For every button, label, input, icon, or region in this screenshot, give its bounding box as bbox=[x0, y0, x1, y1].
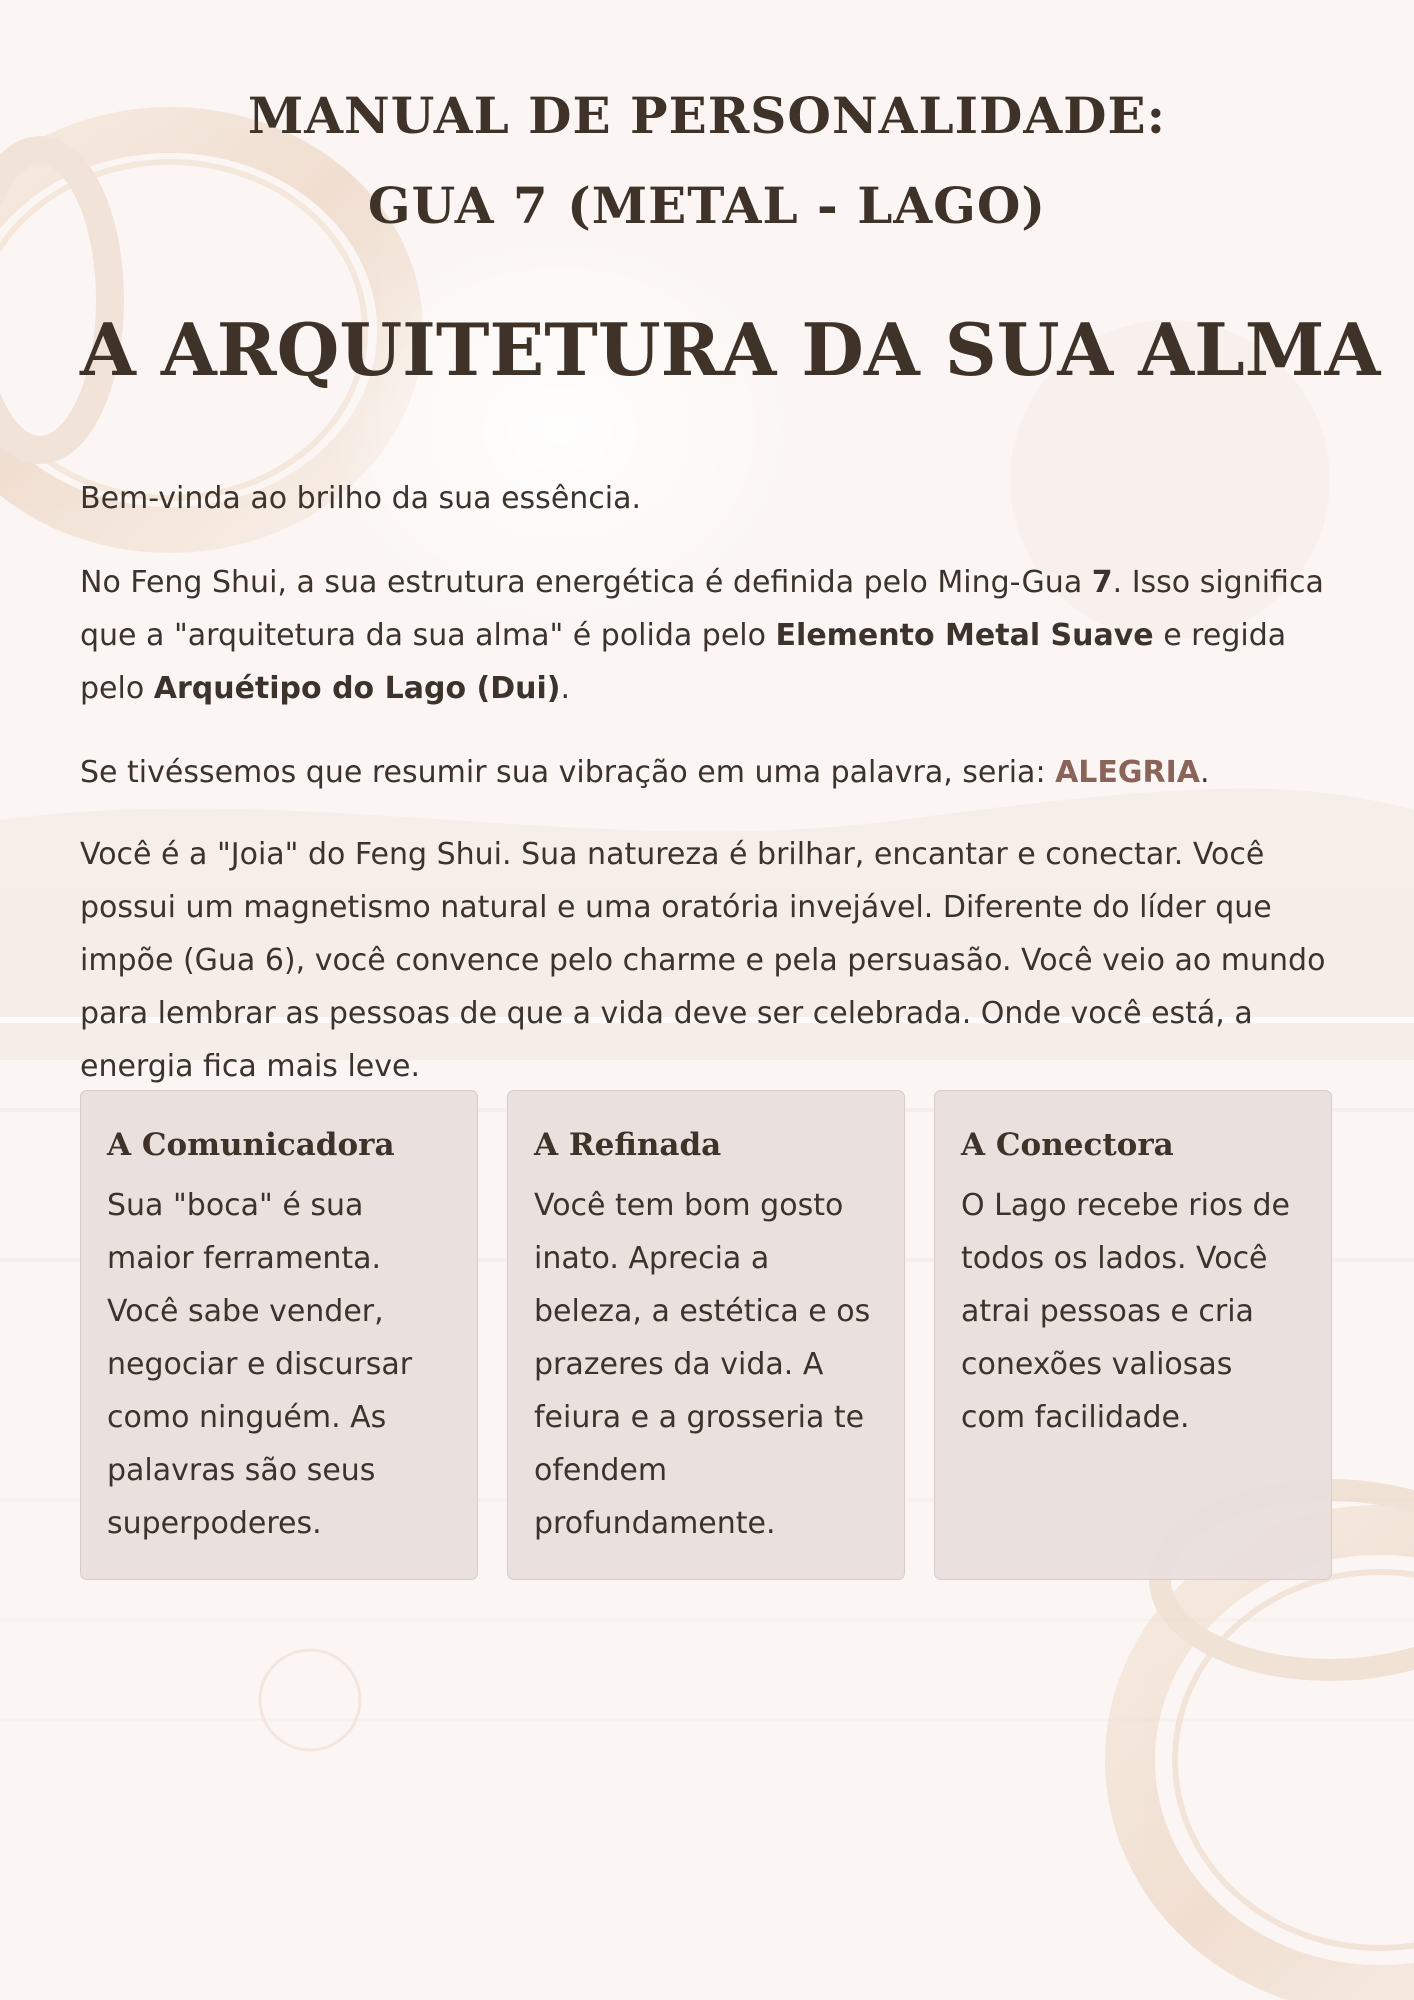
vibration-word: ALEGRIA bbox=[1055, 755, 1201, 790]
structure-text-4: . bbox=[560, 671, 571, 706]
summary-end: . bbox=[1200, 755, 1210, 790]
card-title: A Conectora bbox=[961, 1127, 1174, 1163]
section-heading: A ARQUITETURA DA SUA ALMA bbox=[80, 307, 1381, 392]
structure-paragraph bbox=[80, 556, 1330, 715]
structure-text-1: No Feng Shui, a sua estrutura energética é definida pelo Ming-Gua bbox=[80, 565, 1092, 600]
archetype-name: Arquétipo do Lago (Dui) bbox=[153, 671, 561, 706]
structure-text-2: . Isso significa que a "arquitetura da sua alma" é polida pelo bbox=[80, 565, 1324, 653]
document-title-line-2: GUA 7 (METAL - LAGO) bbox=[367, 176, 1047, 235]
structure-text-3: e regida pelo bbox=[80, 618, 1287, 706]
trait-card-conectora bbox=[934, 1090, 1332, 1580]
element-name: Elemento Metal Suave bbox=[775, 618, 1154, 653]
card-title: A Refinada bbox=[534, 1127, 722, 1163]
document-title-line-1: MANUAL DE PERSONALIDADE: bbox=[247, 86, 1167, 145]
ming-gua-number: 7 bbox=[1091, 565, 1113, 600]
card-title: A Comunicadora bbox=[107, 1127, 395, 1163]
summary-paragraph bbox=[80, 746, 1330, 799]
trait-card-comunicadora bbox=[80, 1090, 478, 1580]
card-body: Você tem bom gosto inato. Aprecia a beleza, a estética e os prazeres da vida. A feiura e a grosseria te ofendem profundamente. bbox=[534, 1188, 871, 1541]
summary-text: Se tivéssemos que resumir sua vibração em uma palavra, seria: bbox=[80, 755, 1056, 790]
trait-card-refinada bbox=[507, 1090, 905, 1580]
description-paragraph: Você é a "Joia" do Feng Shui. Sua natureza é brilhar, encantar e conectar. Você possui um magnetismo natural e uma oratória invejável. Diferente do líder que impõe (Gua 6), você convence pelo charme e pela persuasão. Você veio ao mundo para lembrar as pessoas de que a vida deve ser celebrada. Onde você está, a energia fica mais leve. bbox=[80, 837, 1326, 1084]
card-body: O Lago recebe rios de todos os lados. Você atrai pessoas e cria conexões valiosas com facilidade. bbox=[961, 1188, 1290, 1435]
card-body: Sua "boca" é sua maior ferramenta. Você sabe vender, negociar e discursar como ninguém. As palavras são seus superpoderes. bbox=[107, 1188, 413, 1541]
welcome-paragraph: Bem-vinda ao brilho da sua essência. bbox=[80, 481, 642, 516]
